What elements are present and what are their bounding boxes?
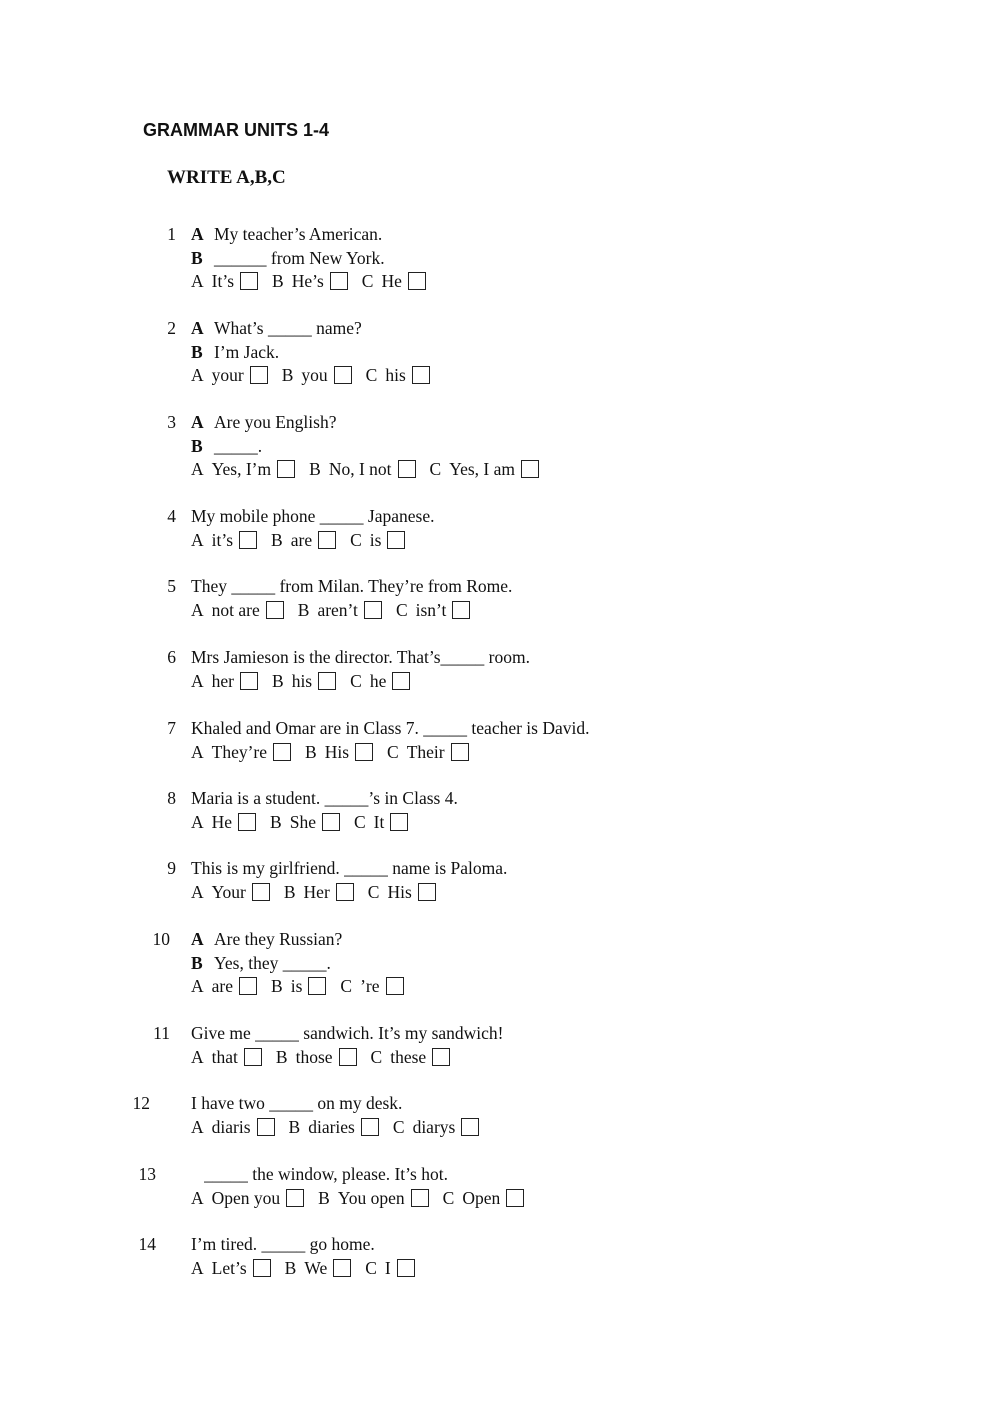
question-line xyxy=(191,1232,375,1256)
option-text: She xyxy=(289,811,316,832)
speaker-label: A xyxy=(191,929,204,949)
question-text: My teacher’s American. xyxy=(214,224,383,244)
answer-checkbox[interactable] xyxy=(361,1118,379,1136)
option-text: diaris xyxy=(211,1116,251,1137)
answer-checkbox[interactable] xyxy=(286,1189,304,1207)
option-letter: A xyxy=(191,1187,204,1208)
answer-checkbox[interactable] xyxy=(253,1259,271,1277)
question-line xyxy=(191,504,435,528)
answer-options xyxy=(191,669,424,693)
answer-checkbox[interactable] xyxy=(398,460,416,478)
question-line xyxy=(191,222,382,246)
answer-checkbox[interactable] xyxy=(239,531,257,549)
option-letter: A xyxy=(191,459,204,479)
option-text: Her xyxy=(303,881,330,902)
option-a xyxy=(191,880,270,904)
answer-options xyxy=(191,810,422,834)
answer-options xyxy=(191,457,553,481)
answer-checkbox[interactable] xyxy=(392,672,410,690)
question-text: I’m tired. _____ go home. xyxy=(191,1234,375,1254)
speaker-label: A xyxy=(191,224,204,244)
question-number: 6 xyxy=(167,647,176,667)
option-text: Yes, I’m xyxy=(211,459,272,479)
answer-checkbox[interactable] xyxy=(387,531,405,549)
option-c xyxy=(443,1186,525,1210)
option-text: I xyxy=(384,1257,391,1278)
question-number: 12 xyxy=(132,1093,150,1113)
answer-checkbox[interactable] xyxy=(408,272,426,290)
option-letter: B xyxy=(275,1046,288,1067)
option-text: you xyxy=(301,365,328,385)
answer-checkbox[interactable] xyxy=(386,977,404,995)
option-a xyxy=(191,669,258,693)
question-text: They _____ from Milan. They’re from Rome. xyxy=(191,576,513,596)
question-line xyxy=(191,1162,448,1186)
option-text: those xyxy=(295,1046,333,1067)
speaker-label: A xyxy=(191,412,204,432)
option-c xyxy=(387,740,469,764)
option-b xyxy=(276,1045,357,1069)
option-letter: C xyxy=(367,881,380,902)
option-text: your xyxy=(211,365,244,385)
option-text: not are xyxy=(211,599,260,620)
option-c xyxy=(366,363,430,387)
question-number: 3 xyxy=(167,412,176,432)
question-number: 2 xyxy=(167,318,176,338)
option-text: isn’t xyxy=(415,599,447,620)
question-text: I’m Jack. xyxy=(214,341,280,362)
option-text: It xyxy=(373,811,385,832)
question-line xyxy=(191,316,362,340)
question-number: 7 xyxy=(167,718,176,738)
option-b xyxy=(285,1256,352,1280)
option-letter: C xyxy=(361,271,374,291)
option-letter: C xyxy=(392,1116,405,1137)
option-letter: A xyxy=(191,599,204,620)
answer-checkbox[interactable] xyxy=(432,1048,450,1066)
option-letter: B xyxy=(297,599,310,620)
answer-options xyxy=(191,974,418,998)
option-c xyxy=(396,598,470,622)
option-letter: B xyxy=(272,670,284,691)
option-a xyxy=(191,810,256,834)
option-c xyxy=(350,528,405,552)
option-letter: B xyxy=(271,529,283,550)
question-text: Are you English? xyxy=(214,412,337,432)
instructions: WRITE A,B,C xyxy=(167,167,286,188)
option-text: diarys xyxy=(412,1116,456,1137)
speaker-label: A xyxy=(191,318,204,338)
answer-checkbox[interactable] xyxy=(318,672,336,690)
option-b xyxy=(289,1115,379,1139)
option-c xyxy=(350,669,410,693)
option-letter: A xyxy=(191,976,204,996)
option-letter: B xyxy=(283,881,296,902)
answer-checkbox[interactable] xyxy=(308,977,326,995)
option-b xyxy=(298,598,382,622)
option-text: his xyxy=(291,670,313,691)
option-text: He’s xyxy=(291,271,324,291)
question-text: This is my girlfriend. _____ name is Paloma. xyxy=(191,858,508,878)
answer-checkbox[interactable] xyxy=(461,1118,479,1136)
answer-checkbox[interactable] xyxy=(238,813,256,831)
option-letter: B xyxy=(309,459,321,479)
question-line xyxy=(191,410,336,434)
option-letter: B xyxy=(305,741,317,762)
option-a xyxy=(191,528,257,552)
question-line xyxy=(191,951,331,975)
question-line xyxy=(191,716,590,740)
answer-checkbox[interactable] xyxy=(390,813,408,831)
answer-options xyxy=(191,1115,493,1139)
answer-checkbox[interactable] xyxy=(250,366,268,384)
question-line xyxy=(191,645,530,669)
option-letter: B xyxy=(281,365,294,385)
option-letter: C xyxy=(365,1257,377,1278)
answer-options xyxy=(191,1256,429,1280)
question-text: _____ the window, please. It’s hot. xyxy=(191,1164,448,1184)
option-letter: A xyxy=(191,1116,204,1137)
question-number: 1 xyxy=(167,224,176,244)
option-b xyxy=(272,669,336,693)
answer-options xyxy=(191,528,419,552)
answer-checkbox[interactable] xyxy=(411,1189,429,1207)
option-a xyxy=(191,363,268,387)
option-text: His xyxy=(387,881,412,902)
option-text: No, I not xyxy=(328,459,392,479)
question-text: I have two _____ on my desk. xyxy=(191,1093,403,1113)
option-c xyxy=(340,974,403,998)
option-text: He xyxy=(381,271,402,291)
question-number: 4 xyxy=(167,506,176,526)
question-text: Yes, they _____. xyxy=(214,952,331,973)
option-a xyxy=(191,269,258,293)
answer-checkbox[interactable] xyxy=(412,366,430,384)
question-number: 9 xyxy=(167,858,176,878)
option-b xyxy=(284,880,354,904)
answer-checkbox[interactable] xyxy=(257,1118,275,1136)
option-letter: C xyxy=(350,529,362,550)
answer-options xyxy=(191,269,440,293)
option-text: He xyxy=(211,811,233,832)
page-title: GRAMMAR UNITS 1-4 xyxy=(143,120,330,140)
option-letter: C xyxy=(340,976,353,996)
option-letter: B xyxy=(271,976,283,996)
question-line xyxy=(191,1091,402,1115)
option-text: Their xyxy=(406,741,445,762)
question-text: Give me _____ sandwich. It’s my sandwich! xyxy=(191,1023,504,1043)
answer-checkbox[interactable] xyxy=(240,672,258,690)
option-letter: C xyxy=(365,365,378,385)
option-c xyxy=(362,269,426,293)
answer-checkbox[interactable] xyxy=(418,883,436,901)
option-a xyxy=(191,1115,275,1139)
answer-options xyxy=(191,1186,538,1210)
option-letter: A xyxy=(191,811,204,832)
answer-options xyxy=(191,363,444,387)
option-text: he xyxy=(369,670,387,691)
answer-checkbox[interactable] xyxy=(451,743,469,761)
answer-checkbox[interactable] xyxy=(333,1259,351,1277)
option-letter: C xyxy=(353,811,366,832)
answer-checkbox[interactable] xyxy=(334,366,352,384)
option-letter: A xyxy=(191,1257,204,1278)
question-text: What’s _____ name? xyxy=(214,318,362,338)
option-b xyxy=(270,810,340,834)
question-number: 10 xyxy=(152,929,170,949)
answer-options xyxy=(191,740,483,764)
question-text: My mobile phone _____ Japanese. xyxy=(191,506,435,526)
option-a xyxy=(191,457,295,481)
answer-checkbox[interactable] xyxy=(506,1189,524,1207)
option-text: diaries xyxy=(308,1116,355,1137)
question-line xyxy=(191,246,385,270)
option-text: aren’t xyxy=(317,599,358,620)
option-text: his xyxy=(385,365,406,385)
option-letter: B xyxy=(284,1257,297,1278)
option-text: Open you xyxy=(211,1187,281,1208)
option-letter: A xyxy=(191,271,204,291)
option-b xyxy=(282,363,352,387)
option-b xyxy=(271,528,336,552)
question-line xyxy=(191,340,279,364)
question-text: Khaled and Omar are in Class 7. _____ teacher is David. xyxy=(191,718,590,738)
option-a xyxy=(191,1186,304,1210)
answer-checkbox[interactable] xyxy=(355,743,373,761)
option-text: are xyxy=(290,529,313,550)
question-line xyxy=(191,786,458,810)
option-text: ’re xyxy=(360,976,380,996)
answer-checkbox[interactable] xyxy=(318,531,336,549)
option-text: You open xyxy=(337,1187,405,1208)
question-line xyxy=(191,434,262,458)
option-a xyxy=(191,598,284,622)
answer-checkbox[interactable] xyxy=(266,601,284,619)
question-number: 11 xyxy=(153,1023,170,1043)
option-c xyxy=(368,880,436,904)
answer-checkbox[interactable] xyxy=(397,1259,415,1277)
option-letter: C xyxy=(350,670,362,691)
option-text: Open xyxy=(462,1187,501,1208)
answer-checkbox[interactable] xyxy=(244,1048,262,1066)
option-text: We xyxy=(304,1257,328,1278)
question-text: Mrs Jamieson is the director. That’s_____ room. xyxy=(191,647,530,667)
answer-checkbox[interactable] xyxy=(521,460,539,478)
answer-checkbox[interactable] xyxy=(336,883,354,901)
option-text: her xyxy=(211,670,234,691)
option-c xyxy=(430,457,539,481)
answer-checkbox[interactable] xyxy=(239,977,257,995)
option-letter: A xyxy=(191,881,204,902)
option-text: Yes, I am xyxy=(449,459,515,479)
answer-checkbox[interactable] xyxy=(339,1048,357,1066)
question-line xyxy=(191,574,512,598)
answer-checkbox[interactable] xyxy=(240,272,258,290)
option-text: are xyxy=(211,976,234,996)
option-letter: C xyxy=(442,1187,455,1208)
option-letter: A xyxy=(191,1046,204,1067)
option-letter: C xyxy=(395,599,408,620)
speaker-label: B xyxy=(191,435,203,456)
answer-checkbox[interactable] xyxy=(277,460,295,478)
option-letter: A xyxy=(191,741,204,762)
option-a xyxy=(191,974,257,998)
option-letter: A xyxy=(191,365,204,385)
option-text: His xyxy=(324,741,350,762)
option-text: it’s xyxy=(211,529,234,550)
option-letter: B xyxy=(318,1187,330,1208)
option-text: Let’s xyxy=(211,1257,247,1278)
option-letter: A xyxy=(191,670,204,691)
question-line xyxy=(191,856,507,880)
option-text: is xyxy=(290,976,303,996)
option-letter: B xyxy=(270,811,282,832)
option-text: Your xyxy=(211,881,246,902)
option-b xyxy=(305,740,373,764)
answer-checkbox[interactable] xyxy=(273,743,291,761)
speaker-label: B xyxy=(191,341,203,362)
option-a xyxy=(191,740,291,764)
option-b xyxy=(318,1186,428,1210)
question-number: 13 xyxy=(138,1164,156,1184)
answer-checkbox[interactable] xyxy=(330,272,348,290)
option-a xyxy=(191,1045,262,1069)
question-text: Are they Russian? xyxy=(214,929,343,949)
answer-options xyxy=(191,880,450,904)
option-letter: C xyxy=(429,459,442,479)
option-text: that xyxy=(211,1046,238,1067)
question-line xyxy=(191,1021,504,1045)
option-c xyxy=(365,1256,415,1280)
option-b xyxy=(272,269,348,293)
option-c xyxy=(354,810,408,834)
answer-checkbox[interactable] xyxy=(252,883,270,901)
question-number: 5 xyxy=(167,576,176,596)
option-letter: B xyxy=(288,1116,301,1137)
answer-checkbox[interactable] xyxy=(364,601,382,619)
option-text: They’re xyxy=(211,741,268,762)
option-c xyxy=(393,1115,479,1139)
option-b xyxy=(271,974,326,998)
speaker-label: B xyxy=(191,247,203,268)
option-a xyxy=(191,1256,271,1280)
option-c xyxy=(371,1045,451,1069)
option-text: is xyxy=(369,529,382,550)
question-number: 8 xyxy=(167,788,176,808)
answer-checkbox[interactable] xyxy=(452,601,470,619)
question-text: ______ from New York. xyxy=(214,247,385,268)
question-number: 14 xyxy=(138,1234,156,1254)
option-letter: C xyxy=(387,741,399,762)
speaker-label: B xyxy=(191,952,203,973)
option-letter: B xyxy=(272,271,284,291)
option-letter: C xyxy=(370,1046,383,1067)
question-text: _____. xyxy=(214,435,263,456)
answer-options xyxy=(191,598,484,622)
question-line xyxy=(191,927,342,951)
option-letter: A xyxy=(191,529,204,550)
option-text: It’s xyxy=(211,271,235,291)
option-text: these xyxy=(390,1046,427,1067)
option-b xyxy=(309,457,415,481)
answer-checkbox[interactable] xyxy=(322,813,340,831)
question-text: Maria is a student. _____’s in Class 4. xyxy=(191,788,458,808)
answer-options xyxy=(191,1045,464,1069)
